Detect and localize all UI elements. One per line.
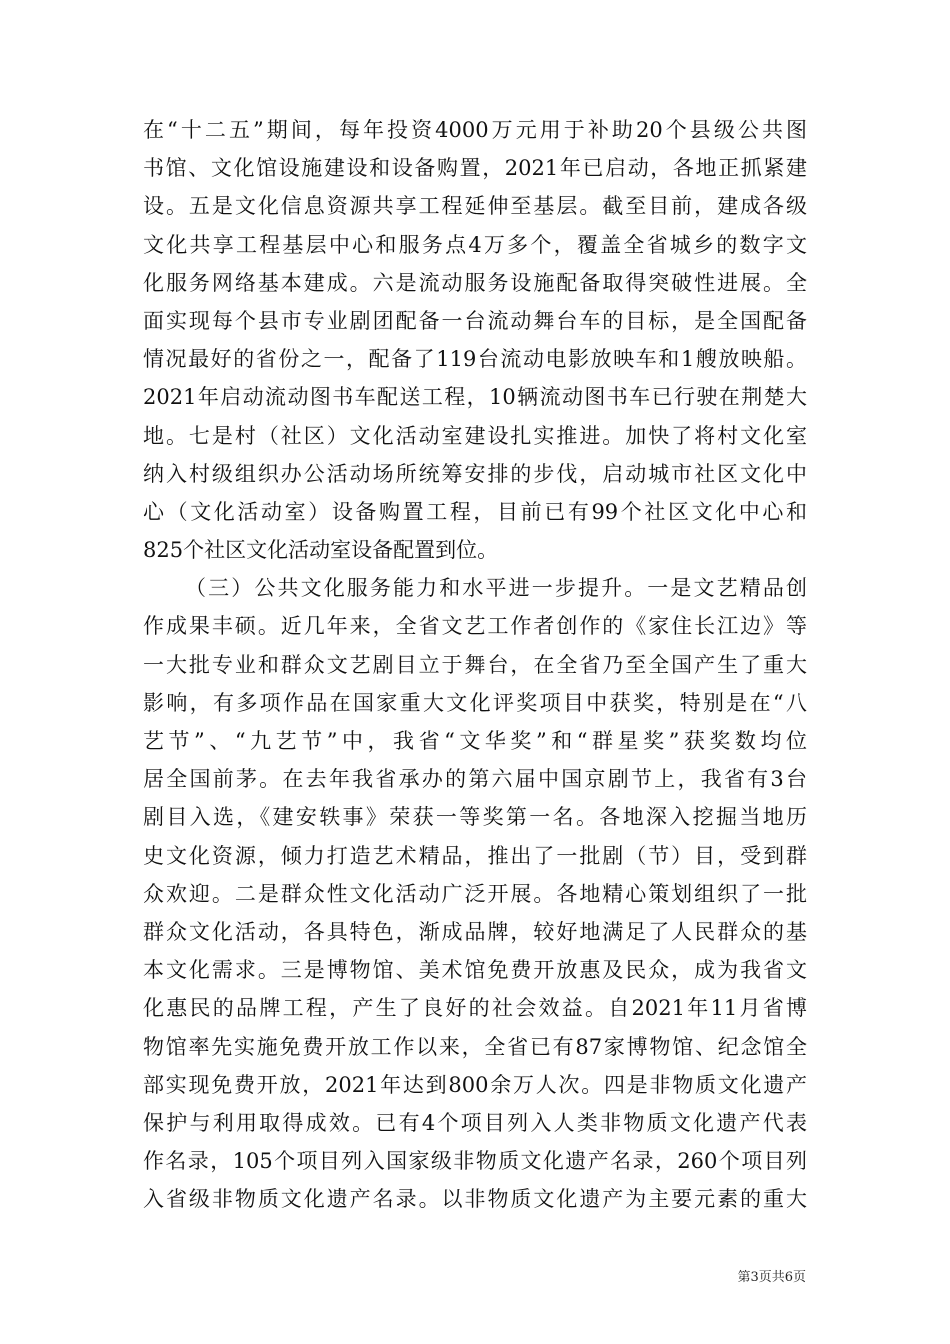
text-line: 纳入村级组织办公活动场所统筹安排的步伐，启动城市社区文化中	[143, 461, 807, 486]
text-line: 2021年启动流动图书车配送工程，10辆流动图书车已行驶在荆楚大	[143, 385, 807, 410]
text-line: 物馆率先实施免费开放工作以来，全省已有87家博物馆、纪念馆全	[143, 1034, 807, 1059]
text-line: 化惠民的品牌工程，产生了良好的社会效益。自2021年11月省博	[143, 996, 807, 1021]
page-number-footer: 第3页共6页	[737, 1270, 806, 1285]
text-line: 作名录，105个项目列入国家级非物质文化遗产名录，260个项目列	[143, 1149, 807, 1174]
text-line: 作成果丰硕。近几年来，全省文艺工作者创作的《家住长江边》等	[143, 614, 807, 639]
text-line: 本文化需求。三是博物馆、美术馆免费开放惠及民众，成为我省文	[143, 958, 807, 983]
text-line: 心（文化活动室）设备购置工程，目前已有99个社区文化中心和	[143, 499, 807, 524]
text-line: 保护与利用取得成效。已有4个项目列入人类非物质文化遗产代表	[143, 1110, 807, 1135]
text-line: 在“十二五”期间，每年投资4000万元用于补助20个县级公共图	[143, 118, 807, 142]
text-line: 情况最好的省份之一，配备了119台流动电影放映车和1艘放映船。	[143, 347, 807, 372]
text-line: 入省级非物质文化遗产名录。以非物质文化遗产为主要元素的重大	[143, 1187, 807, 1212]
text-line: 面实现每个县市专业剧团配备一台流动舞台车的目标，是全国配备	[143, 308, 807, 333]
text-line: 设。五是文化信息资源共享工程延伸至基层。截至目前，建成各级	[143, 194, 807, 219]
text-line: 书馆、文化馆设施建设和设备购置，2021年已启动，各地正抓紧建	[143, 156, 807, 181]
text-line: 史文化资源，倾力打造艺术精品，推出了一批剧（节）目，受到群	[143, 843, 807, 868]
text-line: 群众文化活动，各具特色，渐成品牌，较好地满足了人民群众的基	[143, 919, 807, 944]
text-line: 825个社区文化活动室设备配置到位。	[143, 538, 499, 563]
body-text	[143, 111, 807, 1218]
text-line: 一大批专业和群众文艺剧目立于舞台，在全省乃至全国产生了重大	[143, 652, 807, 677]
text-line: 化服务网络基本建成。六是流动服务设施配备取得突破性进展。全	[143, 270, 807, 295]
text-line: 部实现免费开放，2021年达到800余万人次。四是非物质文化遗产	[143, 1072, 807, 1097]
text-line: 影响，有多项作品在国家重大文化评奖项目中获奖，特别是在“八	[143, 690, 807, 715]
text-line: 众欢迎。二是群众性文化活动广泛开展。各地精心策划组织了一批	[143, 881, 807, 906]
text-line: 文化共享工程基层中心和服务点4万多个，覆盖全省城乡的数字文	[143, 232, 807, 257]
text-line-paragraph-start: （三）公共文化服务能力和水平进一步提升。一是文艺精品创	[185, 576, 807, 601]
text-line: 居全国前茅。在去年我省承办的第六届中国京剧节上，我省有3台	[143, 767, 807, 792]
text-line: 剧目入选，《建安轶事》荣获一等奖第一名。各地深入挖掘当地历	[143, 805, 807, 830]
text-line: 地。七是村（社区）文化活动室建设扎实推进。加快了将村文化室	[143, 423, 807, 448]
text-line: 艺节”、“九艺节”中，我省“文华奖”和“群星奖”获奖数均位	[143, 729, 807, 753]
